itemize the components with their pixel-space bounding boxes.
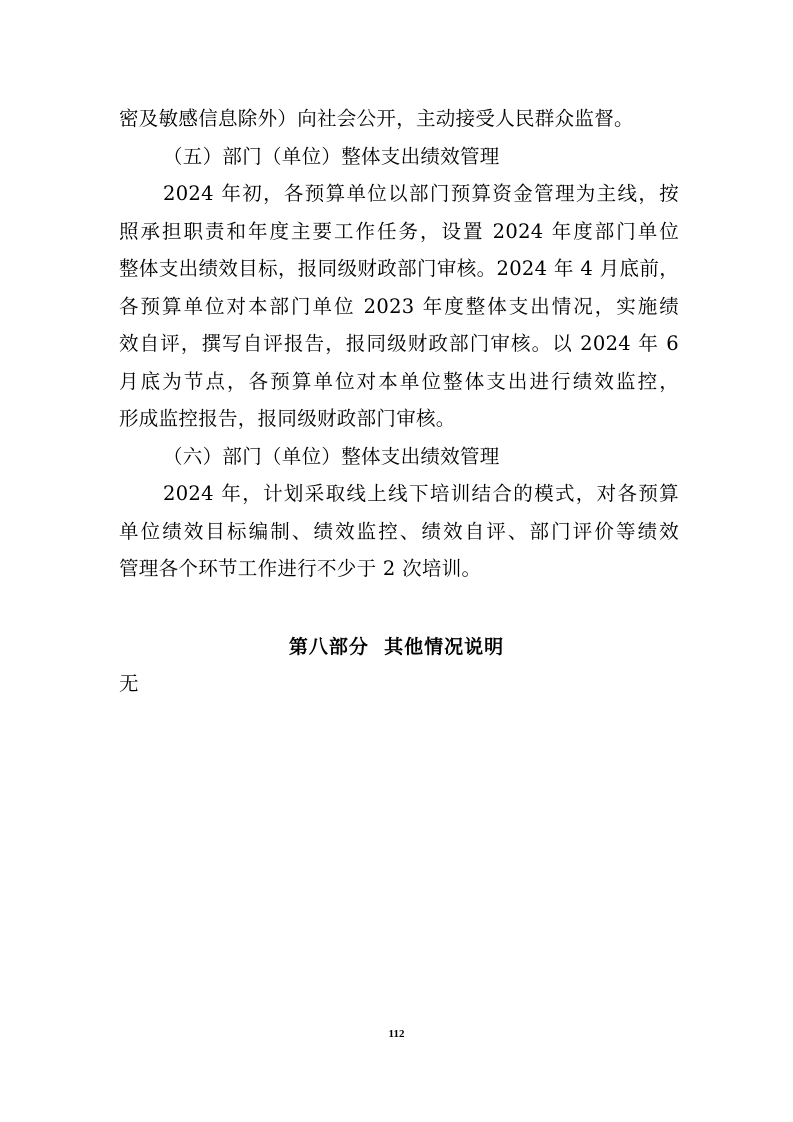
subsection-heading-six: （六）部门（单位）整体支出绩效管理 xyxy=(163,445,500,468)
paragraph-line: 各预算单位对本部门单位 2023 年度整体支出情况，实施绩 xyxy=(119,295,679,318)
paragraph-line: 整体支出绩效目标，报同级财政部门审核。2024 年 4 月底前， xyxy=(119,257,679,280)
paragraph-line: 单位绩效目标编制、绩效监控、绩效自评、部门评价等绩效 xyxy=(119,520,679,543)
paragraph-line: 管理各个环节工作进行不少于 2 次培训。 xyxy=(119,557,482,580)
section-title: 第八部分 其他情况说明 xyxy=(288,636,505,658)
paragraph-line: 月底为节点，各预算单位对本单位整体支出进行绩效监控， xyxy=(119,370,679,393)
paragraph-line: 效自评，撰写自评报告，报同级财政部门审核。以 2024 年 6 xyxy=(119,332,679,355)
section-content: 无 xyxy=(119,672,139,695)
paragraph-line: 2024 年初，各预算单位以部门预算资金管理为主线，按 xyxy=(163,182,679,205)
paragraph-line: 2024 年，计划采取线上线下培训结合的模式，对各预算 xyxy=(163,482,679,505)
subsection-heading-five: （五）部门（单位）整体支出绩效管理 xyxy=(163,145,500,168)
paragraph-line: 照承担职责和年度主要工作任务，设置 2024 年度部门单位 xyxy=(119,220,679,243)
paragraph-line: 密及敏感信息除外）向社会公开，主动接受人民群众监督。 xyxy=(119,107,634,130)
paragraph-line: 形成监控报告，报同级财政部门审核。 xyxy=(119,407,456,430)
page-number: 112 xyxy=(388,1028,405,1040)
